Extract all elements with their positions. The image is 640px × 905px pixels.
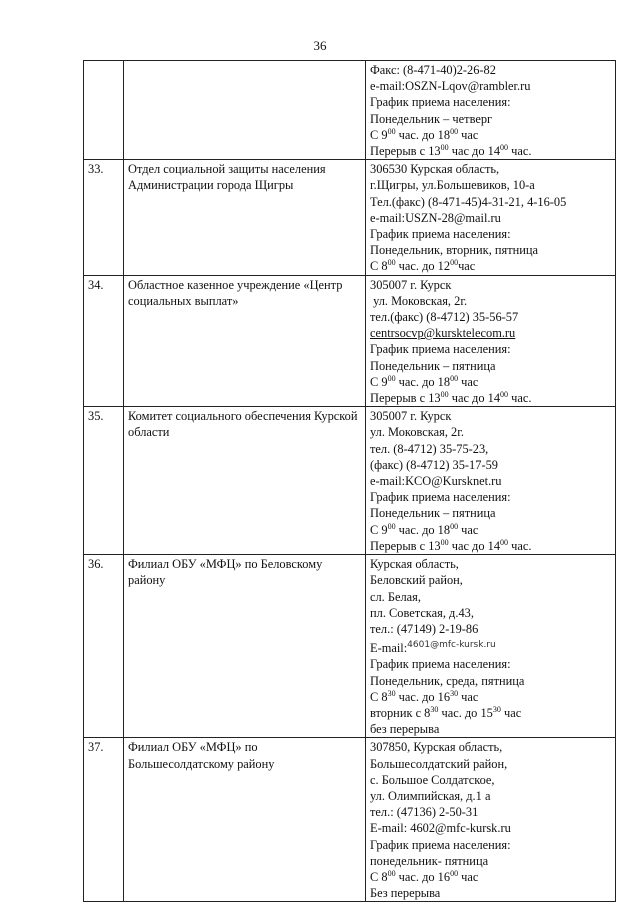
contact-info [366,275,616,407]
contact-info [366,160,616,275]
schedule-title: График приема населения: [370,837,511,852]
address-line: сл. Белая, [370,589,421,604]
institutions-table [83,60,616,902]
schedule-title: График приема населения: [370,342,511,357]
institution-name: Филиал ОБУ «МФЦ» по Большесолдатскому району [124,738,366,902]
table-row [84,738,616,902]
address-line: Курская область, [370,557,459,572]
schedule-hours-tuesday: вторник с $8^{30}$ час. до $15^{30}$ час [370,704,522,720]
fax: Факс: (8-471-40)2-26-82 [370,63,496,77]
row-number: 36. [84,555,124,738]
schedule-break: Перерыв с $13^{00}$ час до $14^{00}$ час. [370,537,532,553]
schedule-title: График приема населения: [370,95,511,110]
schedule-hours: С $9^{00}$ час. до $18^{00}$ час [370,126,479,142]
row-number: 33. [84,160,124,275]
schedule-hours: С $9^{00}$ час. до $18^{00}$ час [370,373,479,389]
contact-info [366,555,616,738]
schedule-break: Перерыв с $13^{00}$ час до $14^{00}$ час. [370,390,532,406]
schedule-hours: С $8^{00}$ час. до $12^{00}час$ [370,258,476,274]
schedule-title: График приема населения: [370,227,511,242]
table-row [84,555,616,738]
table-row [84,61,616,160]
contact-info [366,738,616,902]
schedule-days: Понедельник – четверг [370,111,493,126]
row-number: 37. [84,738,124,902]
institution-name: Филиал ОБУ «МФЦ» по Беловскому району [124,555,366,738]
schedule-days: Понедельник, вторник, пятница [370,243,539,258]
phone: тел. (8-4712) 35-75-23, [370,441,489,456]
email: E-mail:$^{4601@mfc-kursk.ru}$ [370,640,496,656]
address-line: Большесолдатский район, [370,756,508,771]
no-break: без перерыва [370,722,440,737]
institution-name: Комитет социального обеспечения Курской области [124,407,366,555]
address-line: 305007 г. Курск [370,409,452,424]
institution-name: Отдел социальной защиты населения Администрации города Щигры [124,160,366,275]
row-number: 34. [84,275,124,407]
schedule-title: График приема населения: [370,490,511,505]
address-line: 305007 г. Курск [370,277,452,292]
schedule-days: Понедельник – пятница [370,506,496,521]
address-line: Беловский район, [370,573,463,588]
phone: Тел.(факс) (8-471-45)4-31-21, 4-16-05 [370,194,567,209]
email: e-mail:KCO@Kursknet.ru [370,474,502,489]
schedule-days: Понедельник – пятница [370,358,496,373]
schedule-days: Понедельник, среда, пятница [370,673,525,688]
schedule-title: График приема населения: [370,657,511,672]
fax: (факс) (8-4712) 35-17-59 [370,457,498,472]
address-line: ул. Моковская, 2г. [370,425,464,440]
address-line: 307850, Курская область, [370,740,503,755]
address-line: ул. Моковская, 2г. [370,293,468,308]
table-row [84,275,616,407]
contact-info [366,407,616,555]
phone: тел.: (47149) 2-19-86 [370,621,479,636]
institution-name [124,61,366,160]
address-line: ул. Олимпийская, д.1 а [370,788,491,803]
institution-name: Областное казенное учреждение «Центр социальных выплат» [124,275,366,407]
schedule-days: понедельник- пятница [370,853,489,868]
phone: тел.: (47136) 2-50-31 [370,805,479,820]
row-number: 35. [84,407,124,555]
address-line: г.Щигры, ул.Большевиков, 10-а [370,178,535,193]
email-stamp: 4601@mfc-kursk.ru [407,640,496,651]
table-row [84,407,616,555]
no-break: Без перерыва [370,886,441,901]
email-link[interactable]: centrsocvp@kursktelecom.ru [370,326,516,341]
email: e-mail:OSZN-Lqov@rambler.ru [370,79,531,94]
contact-info [366,61,616,160]
address-line: 306530 Курская область, [370,162,500,177]
table-row [84,160,616,275]
address-line: пл. Советская, д.43, [370,605,474,620]
address-line: с. Большое Солдатское, [370,772,495,787]
schedule-hours: С $8^{30}$ час. до $16^{30}$ час [370,688,479,704]
email: e-mail:USZN-28@mail.ru [370,210,501,225]
schedule-hours: С $8^{00}$ час. до $16^{00}$ час [370,868,479,884]
row-number [84,61,124,160]
schedule-hours: С $9^{00}$ час. до $18^{00}$ час [370,521,479,537]
page-number: 36 [313,38,327,53]
phone: тел.(факс) (8-4712) 35-56-57 [370,310,519,325]
schedule-break: Перерыв с $13^{00}$ час до $14^{00}$ час. [370,143,532,159]
email: E-mail: 4602@mfc-kursk.ru [370,821,511,836]
